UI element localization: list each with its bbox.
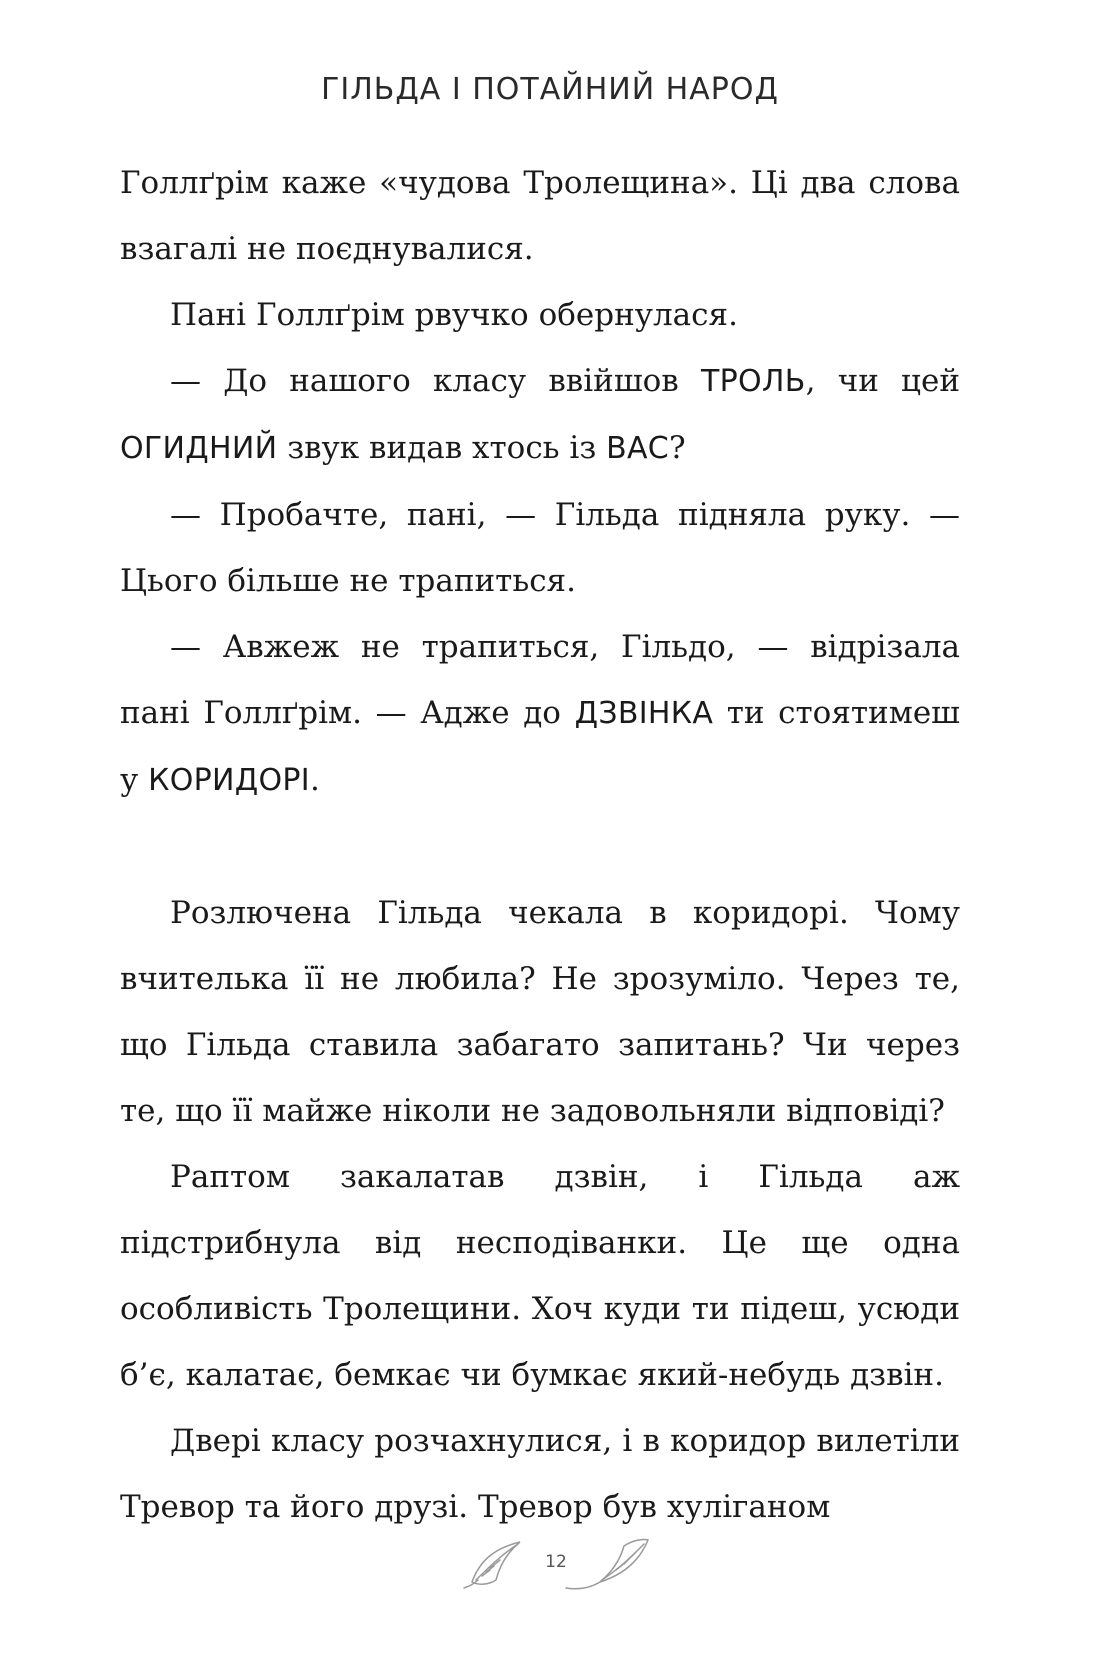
paragraph-1: Голлґрім каже «чудова Тролещина». Ці два слова взагалі не поєднувалися. [120, 165, 960, 267]
page-number: 12 [545, 1552, 567, 1572]
running-head: ГІЛЬДА І ПОТАЙНИЙ НАРОД [321, 72, 779, 107]
paragraph-5 [120, 614, 960, 814]
p5-emph-bell: ДЗВІНКА [574, 696, 714, 731]
p5-emph-corridor: КОРИДОРІ [148, 763, 310, 798]
paragraph-2: Пані Голлґрім рвучко обернулася. [170, 297, 738, 333]
p3-text-e: звук видав хтось із [277, 430, 607, 466]
p5-text-c: ти стоятимеш у [120, 695, 960, 798]
p3-text-c: , чи цей [805, 363, 960, 399]
paragraph-8: Двері класу розчахнулися, і в коридор вилетіли Тревор та його друзі. Тревор був хуліганом [120, 1423, 960, 1525]
p3-emph-troll: ТРОЛЬ [700, 364, 806, 399]
p3-text-a: — До нашого класу ввійшов [170, 363, 701, 399]
p3-text-g: ? [669, 430, 686, 466]
section-break [120, 814, 960, 880]
paragraph-4: — Пробачте, пані, — Гільда підняла руку. — Цього більше не трапиться. [120, 497, 960, 599]
p3-emph-you: ВАС [606, 431, 670, 466]
body-text [120, 150, 960, 1540]
p5-text-e: . [309, 762, 320, 798]
paragraph-7: Раптом закалатав дзвін, і Гільда аж підстрибнула від несподіванки. Це ще одна особливість Тролещини. Хоч куди ти підеш, усюди б’є, калатає, бемкає чи бумкає який-небудь дзвін. [120, 1159, 960, 1393]
paragraph-3 [120, 348, 960, 482]
p5-text-a: — Авжеж не трапиться, Гільдо, — відрізала пані Голлґрім. — Адже до [120, 629, 960, 731]
paragraph-6: Розлючена Гільда чекала в коридорі. Чому вчителька її не любила? Не зрозуміло. Через те, що Гільда ставила забагато запитань? Чи через те, що її майже ніколи не задовольняли відповіді? [120, 895, 960, 1129]
p3-emph-disgusting: ОГИДНИЙ [120, 431, 278, 466]
page-footer [0, 1530, 1100, 1600]
